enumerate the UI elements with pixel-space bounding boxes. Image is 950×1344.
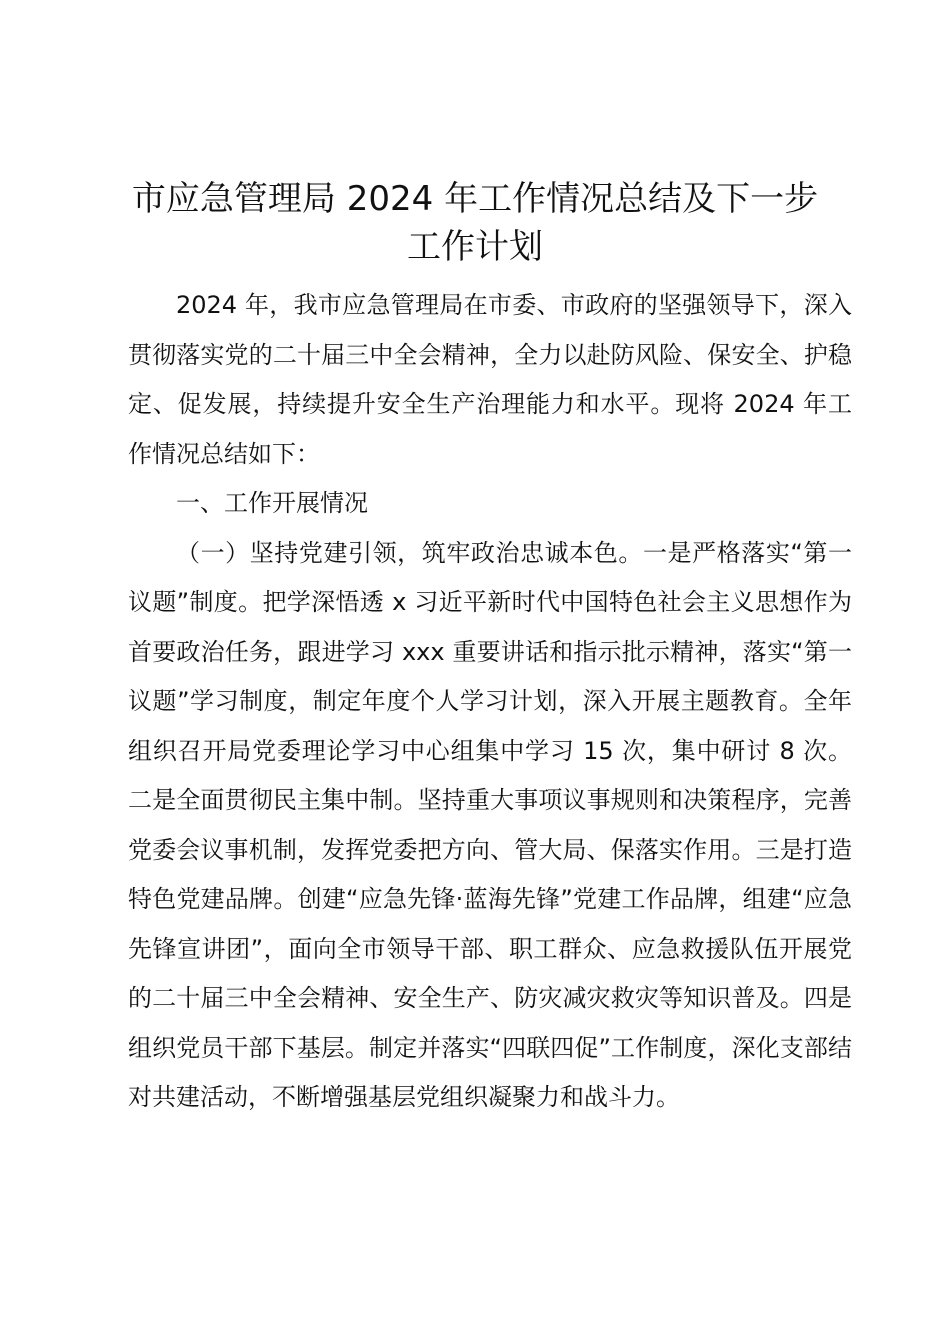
- document-body: [128, 281, 852, 1123]
- title-line-2: 工作计划: [407, 227, 543, 267]
- title-line-1: 市应急管理局 2024 年工作情况总结及下一步: [131, 179, 819, 219]
- document-title: [120, 175, 830, 271]
- intro-paragraph: 2024 年，我市应急管理局在市委、市政府的坚强领导下，深入贯彻落实党的二十届三中全会精神，全力以赴防风险、保安全、护稳定、促发展，持续提升安全生产治理能力和水平。现将 2024 年工作情况总结如下：: [128, 291, 852, 468]
- subsection-paragraph: （一）坚持党建引领，筑牢政治忠诚本色。一是严格落实“第一议题”制度。把学深悟透 x 习近平新时代中国特色社会主义思想作为首要政治任务，跟进学习 xxx 重要讲话和指示批示精神，落实“第一议题”学习制度，制定年度个人学习计划，深入开展主题教育。全年组织召开局党委理论学习中心组集中学习 15 次，集中研讨 8 次。二是全面贯彻民主集中制。坚持重大事项议事规则和决策程序，完善党委会议事机制，发挥党委把方向、管大局、保落实作用。三是打造特色党建品牌。创建“应急先锋·蓝海先锋”党建工作品牌，组建“应急先锋宣讲团”，面向全市领导干部、职工群众、应急救援队伍开展党的二十届三中全会精神、安全生产、防灾减灾救灾等知识普及。四是组织党员干部下基层。制定并落实“四联四促”工作制度，深化支部结对共建活动，不断增强基层党组织凝聚力和战斗力。: [128, 538, 852, 1111]
- section-heading: 一、工作开展情况: [176, 489, 368, 517]
